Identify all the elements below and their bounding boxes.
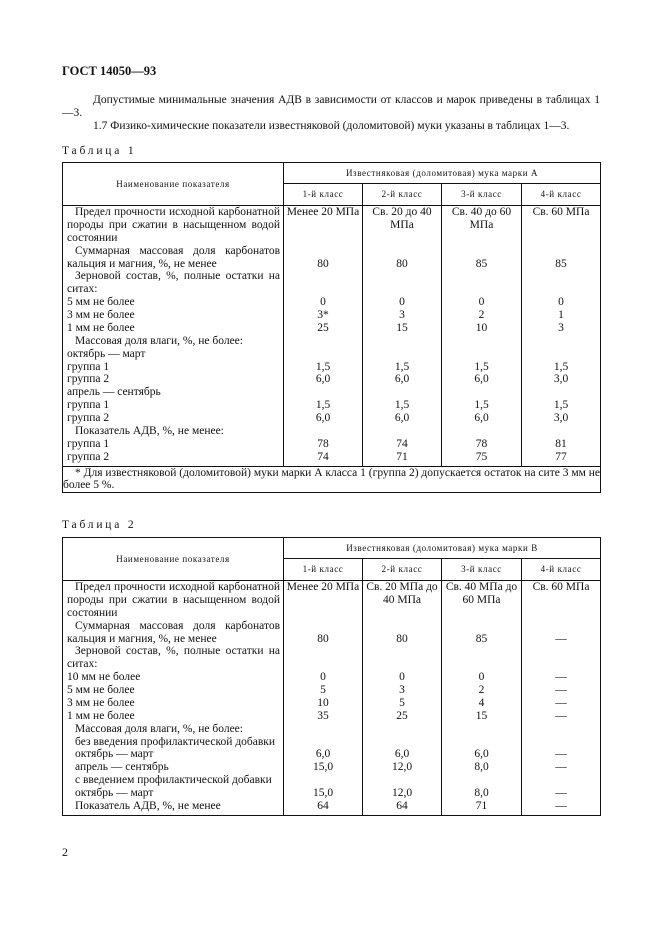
- cell-value: 6,0: [284, 748, 363, 761]
- row-label: Предел прочности исходной карбонатной породы при сжатии в насыщенном водой состоянии: [63, 581, 284, 620]
- cell-value: 74: [284, 451, 363, 466]
- cell-value: 15: [442, 710, 522, 723]
- cell-value: 25: [363, 710, 442, 723]
- cell-value: [363, 774, 442, 787]
- cell-value: 0: [363, 296, 442, 309]
- table-row: [63, 774, 601, 787]
- row-label: Суммарная массовая доля карбонатов кальция и магния, %, не менее: [63, 245, 284, 271]
- cell-value: [442, 270, 522, 296]
- table-row: [63, 697, 601, 710]
- cell-value: 3*: [284, 309, 363, 322]
- column-header-class: 3-й класс: [442, 184, 522, 206]
- cell-value: 5: [284, 684, 363, 697]
- cell-value: 77: [522, 451, 601, 466]
- cell-value: 1,5: [363, 361, 442, 374]
- row-label: октябрь — март: [63, 787, 284, 800]
- cell-value: 3,0: [522, 373, 601, 386]
- cell-value: 80: [363, 245, 442, 271]
- cell-value: 0: [442, 671, 522, 684]
- cell-value: —: [522, 748, 601, 761]
- cell-value: 78: [442, 438, 522, 451]
- cell-value: 71: [442, 800, 522, 815]
- row-label: 5 мм не более: [63, 296, 284, 309]
- cell-value: [284, 645, 363, 671]
- table-row: [63, 438, 601, 451]
- cell-value: [522, 645, 601, 671]
- cell-value: 0: [363, 671, 442, 684]
- cell-value: [522, 425, 601, 438]
- row-label: 1 мм не более: [63, 710, 284, 723]
- cell-value: 81: [522, 438, 601, 451]
- row-label: октябрь — март: [63, 348, 284, 361]
- cell-value: —: [522, 697, 601, 710]
- cell-value: [363, 270, 442, 296]
- table-row: [63, 425, 601, 438]
- cell-value: 1: [522, 309, 601, 322]
- cell-value: 64: [284, 800, 363, 815]
- cell-value: 85: [522, 245, 601, 271]
- cell-value: 1,5: [442, 399, 522, 412]
- table-row: [63, 748, 601, 761]
- table-row: [63, 800, 601, 815]
- cell-value: [522, 270, 601, 296]
- cell-value: 80: [284, 620, 363, 646]
- column-header-class: 3-й класс: [442, 559, 522, 581]
- cell-value: 10: [284, 697, 363, 710]
- cell-value: 3: [363, 684, 442, 697]
- table-row: [63, 386, 601, 399]
- row-label: 3 мм не более: [63, 309, 284, 322]
- cell-value: [442, 425, 522, 438]
- row-label: апрель — сентябрь: [63, 386, 284, 399]
- row-label: Зерновой состав, %, полные остатки на ситах:: [63, 645, 284, 671]
- cell-value: 1,5: [442, 361, 522, 374]
- table-row: [63, 723, 601, 736]
- cell-value: 71: [363, 451, 442, 466]
- cell-value: [522, 335, 601, 348]
- cell-value: [284, 348, 363, 361]
- cell-value: 80: [284, 245, 363, 271]
- row-label: группа 2: [63, 412, 284, 425]
- cell-value: 1,5: [522, 361, 601, 374]
- cell-value: —: [522, 620, 601, 646]
- table-1-caption: Таблица 1: [62, 145, 137, 157]
- cell-value: 3,0: [522, 412, 601, 425]
- cell-value: [363, 645, 442, 671]
- cell-value: [522, 386, 601, 399]
- table-row: [63, 206, 601, 245]
- cell-value: 74: [363, 438, 442, 451]
- cell-value: 15: [363, 322, 442, 335]
- table-row: [63, 787, 601, 800]
- cell-value: [442, 645, 522, 671]
- table-row: [63, 736, 601, 749]
- table-row: [63, 245, 601, 271]
- row-label: Предел прочности исходной карбонатной породы при сжатии в насыщенном водой состоянии: [63, 206, 284, 245]
- table-row: [63, 373, 601, 386]
- row-label: группа 1: [63, 361, 284, 374]
- cell-value: —: [522, 671, 601, 684]
- cell-value: [442, 736, 522, 749]
- column-header-name: Наименование показателя: [63, 163, 284, 206]
- table-row: [63, 309, 601, 322]
- column-group-header: Известняковая (доломитовая) мука марки А: [284, 163, 601, 184]
- cell-value: 75: [442, 451, 522, 466]
- clause-1-7-paragraph: 1.7 Физико-химические показатели известняковой (доломитовой) муки указаны в таблицах 1—3.: [93, 120, 570, 132]
- cell-value: [284, 774, 363, 787]
- table-row: [63, 361, 601, 374]
- cell-value: —: [522, 787, 601, 800]
- row-label: Массовая доля влаги, %, не более:: [63, 723, 284, 736]
- cell-value: 6,0: [363, 412, 442, 425]
- table-footnote: * Для известняковой (доломитовой) муки марки А класса 1 (группа 2) допускается остаток на сите 3 мм не более 5 %.: [63, 466, 601, 492]
- column-header-class: 1-й класс: [284, 559, 363, 581]
- row-label: группа 1: [63, 399, 284, 412]
- cell-value: 6,0: [363, 373, 442, 386]
- column-header-class: 4-й класс: [522, 559, 601, 581]
- cell-value: 0: [284, 296, 363, 309]
- cell-value: Менее 20 МПа: [284, 206, 363, 245]
- row-label: группа 2: [63, 373, 284, 386]
- cell-value: 64: [363, 800, 442, 815]
- row-label: с введением профилактической добавки: [63, 774, 284, 787]
- table-row: [63, 684, 601, 697]
- cell-value: 1,5: [284, 399, 363, 412]
- row-label: апрель — сентябрь: [63, 761, 284, 774]
- cell-value: [363, 736, 442, 749]
- cell-value: —: [522, 710, 601, 723]
- cell-value: 3: [522, 322, 601, 335]
- cell-value: [284, 736, 363, 749]
- row-label: 3 мм не более: [63, 697, 284, 710]
- cell-value: —: [522, 800, 601, 815]
- cell-value: [284, 270, 363, 296]
- cell-value: Св. 40 МПа до 60 МПа: [442, 581, 522, 620]
- cell-value: 1,5: [363, 399, 442, 412]
- table-row: [63, 399, 601, 412]
- document-code: ГОСТ 14050—93: [62, 64, 157, 78]
- table-2-caption: Таблица 2: [62, 519, 137, 531]
- row-label: Массовая доля влаги, %, не более:: [63, 335, 284, 348]
- row-label: Показатель АДВ, %, не менее:: [63, 425, 284, 438]
- row-label: без введения профилактической добавки: [63, 736, 284, 749]
- cell-value: [363, 348, 442, 361]
- cell-value: 8,0: [442, 787, 522, 800]
- cell-value: 3: [363, 309, 442, 322]
- cell-value: 78: [284, 438, 363, 451]
- table-row: [63, 348, 601, 361]
- row-label: группа 1: [63, 438, 284, 451]
- column-header-class: 1-й класс: [284, 184, 363, 206]
- page-number: 2: [62, 845, 68, 859]
- cell-value: [442, 774, 522, 787]
- table-row: [63, 296, 601, 309]
- cell-value: 0: [442, 296, 522, 309]
- cell-value: 6,0: [284, 412, 363, 425]
- cell-value: 6,0: [442, 373, 522, 386]
- cell-value: Св. 20 МПа до 40 МПа: [363, 581, 442, 620]
- cell-value: [522, 723, 601, 736]
- table-row: [63, 581, 601, 620]
- cell-value: —: [522, 761, 601, 774]
- table-row: [63, 671, 601, 684]
- cell-value: Св. 20 до 40 МПа: [363, 206, 442, 245]
- cell-value: [363, 723, 442, 736]
- intro-paragraph: Допустимые минимальные значения АДВ в зависимости от классов и марок приведены в таблицах 1—3.: [62, 94, 600, 119]
- table-row: [63, 412, 601, 425]
- cell-value: 6,0: [442, 748, 522, 761]
- cell-value: [522, 774, 601, 787]
- cell-value: [442, 723, 522, 736]
- table-row: [63, 761, 601, 774]
- column-header-class: 2-й класс: [363, 184, 442, 206]
- row-label: группа 2: [63, 451, 284, 466]
- cell-value: 80: [363, 620, 442, 646]
- cell-value: 25: [284, 322, 363, 335]
- cell-value: 12,0: [363, 761, 442, 774]
- table-row: [63, 451, 601, 466]
- cell-value: [284, 335, 363, 348]
- table-footnote-row: [63, 466, 601, 493]
- cell-value: 1,5: [284, 361, 363, 374]
- cell-value: 2: [442, 684, 522, 697]
- cell-value: [284, 425, 363, 438]
- cell-value: 1,5: [522, 399, 601, 412]
- cell-value: —: [522, 684, 601, 697]
- row-label: октябрь — март: [63, 748, 284, 761]
- cell-value: 35: [284, 710, 363, 723]
- table-row: [63, 270, 601, 296]
- cell-value: 6,0: [284, 373, 363, 386]
- cell-value: [522, 348, 601, 361]
- column-header-class: 2-й класс: [363, 559, 442, 581]
- cell-value: [522, 736, 601, 749]
- cell-value: 85: [442, 620, 522, 646]
- cell-value: [284, 723, 363, 736]
- cell-value: [363, 386, 442, 399]
- cell-value: 6,0: [442, 412, 522, 425]
- cell-value: [442, 386, 522, 399]
- cell-value: 12,0: [363, 787, 442, 800]
- table-row: [63, 645, 601, 671]
- cell-value: 10: [442, 322, 522, 335]
- cell-value: 15,0: [284, 787, 363, 800]
- table-row: [63, 620, 601, 646]
- cell-value: [363, 425, 442, 438]
- cell-value: 2: [442, 309, 522, 322]
- column-header-name: Наименование показателя: [63, 538, 284, 581]
- cell-value: 8,0: [442, 761, 522, 774]
- cell-value: Св. 60 МПа: [522, 581, 601, 620]
- cell-value: Св. 40 до 60 МПа: [442, 206, 522, 245]
- table-1: [62, 162, 601, 493]
- cell-value: Менее 20 МПа: [284, 581, 363, 620]
- cell-value: [442, 335, 522, 348]
- row-label: 5 мм не более: [63, 684, 284, 697]
- cell-value: Св. 60 МПа: [522, 206, 601, 245]
- column-group-header: Известняковая (доломитовая) мука марки В: [284, 538, 601, 559]
- cell-value: 0: [522, 296, 601, 309]
- row-label: Зерновой состав, %, полные остатки на ситах:: [63, 270, 284, 296]
- cell-value: 15,0: [284, 761, 363, 774]
- row-label: Суммарная массовая доля карбонатов кальция и магния, %, не менее: [63, 620, 284, 646]
- cell-value: 85: [442, 245, 522, 271]
- cell-value: 6,0: [363, 748, 442, 761]
- cell-value: [363, 335, 442, 348]
- table-2: [62, 537, 601, 816]
- column-header-class: 4-й класс: [522, 184, 601, 206]
- cell-value: 4: [442, 697, 522, 710]
- row-label: 10 мм не более: [63, 671, 284, 684]
- row-label: 1 мм не более: [63, 322, 284, 335]
- cell-value: [284, 386, 363, 399]
- row-label: Показатель АДВ, %, не менее: [63, 800, 284, 815]
- cell-value: 5: [363, 697, 442, 710]
- table-row: [63, 710, 601, 723]
- table-row: [63, 335, 601, 348]
- table-row: [63, 322, 601, 335]
- cell-value: 0: [284, 671, 363, 684]
- cell-value: [442, 348, 522, 361]
